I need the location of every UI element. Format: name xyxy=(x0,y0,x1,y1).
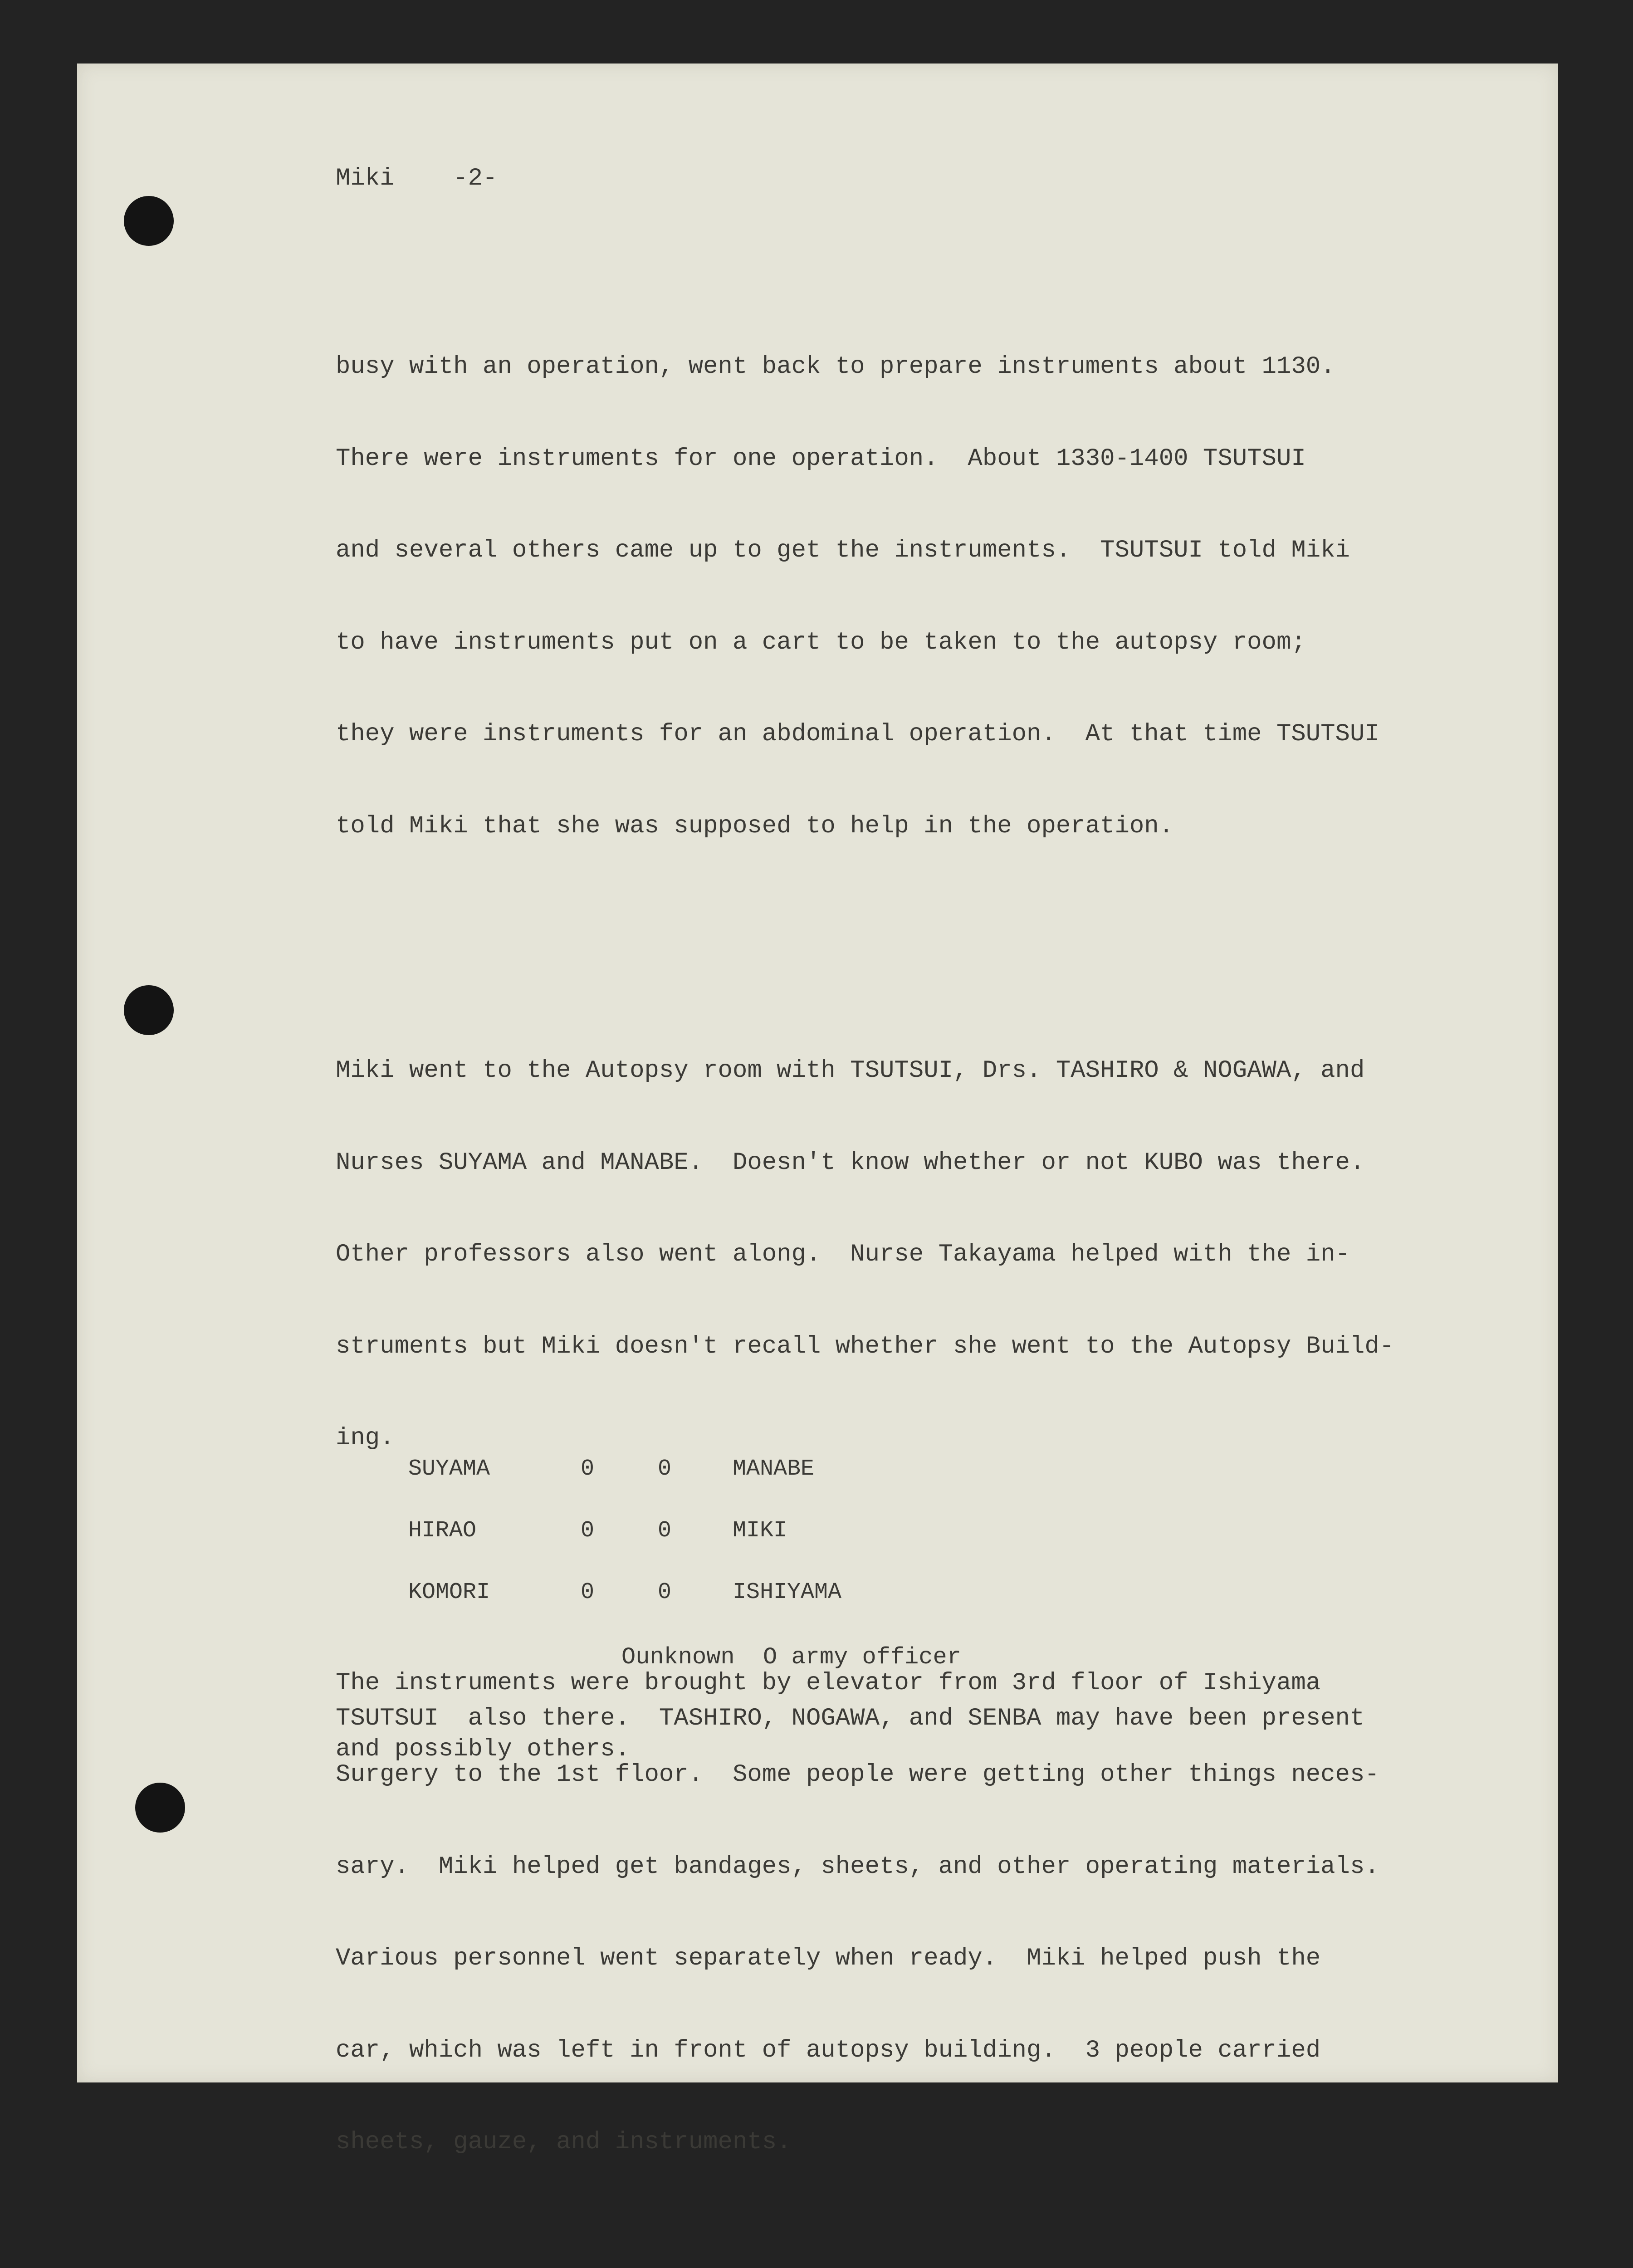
text-line: Nurses SUYAMA and MANABE. Doesn't know whether or not KUBO was there. xyxy=(336,1149,1365,1177)
text-line: The instruments were brought by elevator from 3rd floor of Ishiyama xyxy=(336,1669,1321,1697)
text-line: ing. xyxy=(336,1424,395,1452)
position-mark: 0 xyxy=(658,1579,672,1605)
text-line: Surgery to the 1st floor. Some people were getting other things neces- xyxy=(336,1761,1379,1789)
text-line: struments but Miki doesn't recall whether she went to the Autopsy Build- xyxy=(336,1332,1394,1360)
position-mark: 0 xyxy=(658,1456,672,1482)
group-extra-line: Ounknown O army officer xyxy=(621,1644,961,1671)
group-name-left: HIRAO xyxy=(408,1518,477,1544)
punch-hole xyxy=(124,985,174,1035)
text-line: they were instruments for an abdominal operation. At that time TSUTSUI xyxy=(336,720,1379,748)
text-line: told Miki that she was supposed to help in the operation. xyxy=(336,812,1174,840)
text-line: car, which was left in front of autopsy building. 3 people carried xyxy=(336,2036,1321,2064)
text-line: Other professors also went along. Nurse Takayama helped with the in- xyxy=(336,1241,1350,1268)
group-name-left: KOMORI xyxy=(408,1579,490,1605)
position-mark: 0 xyxy=(658,1518,672,1544)
position-mark: 0 xyxy=(581,1518,595,1544)
paragraph xyxy=(336,290,1409,903)
group-name-left: SUYAMA xyxy=(408,1456,490,1482)
group-name-right: ISHIYAMA xyxy=(733,1579,842,1605)
text-line: There were instruments for one operation. About 1330-1400 TSUTSUI xyxy=(336,445,1306,473)
text-line: and several others came up to get the instruments. TSUTSUI told Miki xyxy=(336,537,1350,564)
body-text xyxy=(336,229,1409,2268)
page-number: -2- xyxy=(453,165,498,192)
operating-table-group xyxy=(408,1456,953,1641)
position-mark: 0 xyxy=(581,1579,595,1605)
group-name-right: MANABE xyxy=(733,1456,815,1482)
text-line: TSUTSUI also there. TASHIRO, NOGAWA, and SENBA may have been present xyxy=(336,1705,1365,1732)
page-header xyxy=(336,163,497,194)
group-row xyxy=(408,1518,953,1579)
text-line: to have instruments put on a cart to be taken to the autopsy room; xyxy=(336,628,1306,656)
group-row xyxy=(408,1456,953,1518)
text-line: sheets, gauze, and instruments. xyxy=(336,2128,792,2156)
group-name-right: MIKI xyxy=(733,1518,787,1544)
header-name: Miki xyxy=(336,165,395,192)
text-line: and possibly others. xyxy=(336,1735,630,1763)
group-row xyxy=(408,1579,953,1641)
paragraph xyxy=(336,994,1409,1515)
text-line: Various personnel went separately when ready. Miki helped push the xyxy=(336,1945,1321,1972)
punch-hole xyxy=(124,196,174,246)
punch-hole xyxy=(135,1783,185,1833)
text-line: Miki went to the Autopsy room with TSUTSUI, Drs. TASHIRO & NOGAWA, and xyxy=(336,1057,1365,1085)
closing-paragraph xyxy=(336,1703,1364,1765)
text-line: sary. Miki helped get bandages, sheets, and other operating materials. xyxy=(336,1853,1379,1881)
paragraph xyxy=(336,1607,1409,2219)
text-line: busy with an operation, went back to prepare instruments about 1130. xyxy=(336,353,1335,381)
position-mark: 0 xyxy=(581,1456,595,1482)
